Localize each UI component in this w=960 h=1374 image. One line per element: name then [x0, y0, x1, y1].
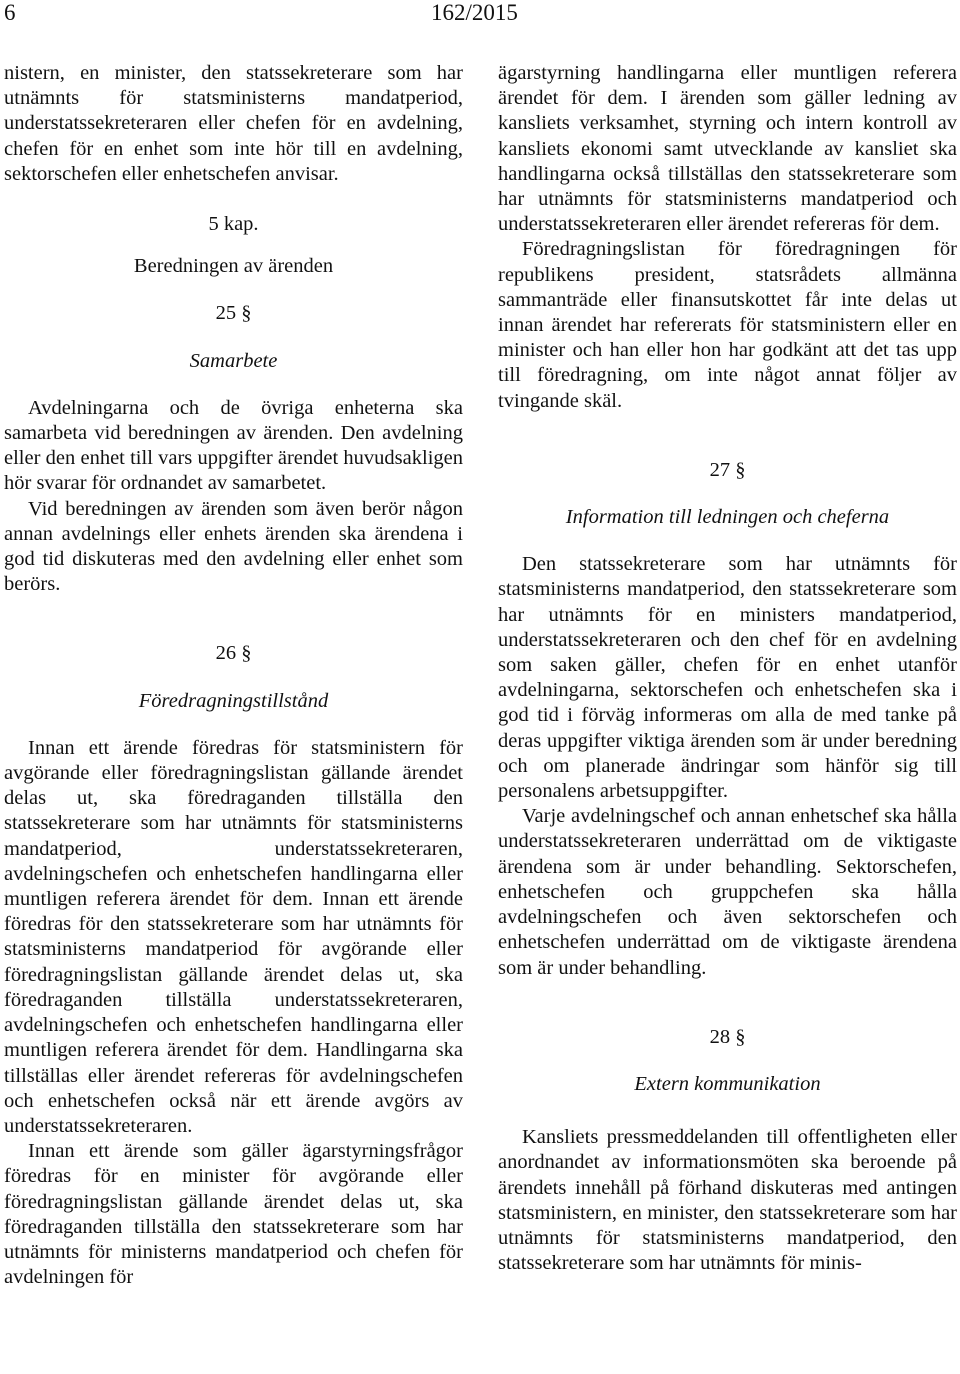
section-title-26: Föredragningstillstånd [138, 689, 329, 712]
section-25-paragraph-1: Avdelningarna och de övriga enheterna ska samarbeta vid beredningen av ärenden. Den avdelning eller den enhet till vars uppgifter ärendet huvudsakligen hör svarar för ordnandet av samarbetet. [4, 396, 463, 495]
section-27-paragraph-1: Den statssekreterare som har utnämnts för statsministerns mandatperiod, den statssekreterare som har utnämnts för en ministers mandatperiod, understatssekreteraren och den chef för en avdelning som saken gäller, chefen för en enhet utanför avdelningarna, sektorschefen och enhetschefen ska i god tid i förväg informeras om alla de med tanke på deras uppgifter viktiga ärenden som är under beredning och om planerade ändringar som hänför sig till personalens arbetsuppgifter. [498, 553, 957, 803]
section-25-paragraph-2: Vid beredningen av ärenden som även berör någon annan avdelnings eller enhets ärenden ska ärendena i god tid diskuteras med den avdelning eller enhet som berörs. [4, 497, 463, 596]
section-28-paragraph-1: Kansliets pressmeddelanden till offentligheten eller anordnandet av informationsmöten ska beroende på ärendets innehåll på förhand diskuteras med antingen statsministern, en minister, den statssekreterare som har utnämnts för statsministerns mandatperiod, den statssekreterare som har utnämnts för minis- [498, 1126, 957, 1275]
paragraph-right-2: Föredragningslistan för föredragningen för republikens president, statsrådets allmänna sammanträde eller finansutskottet får inte delas ut innan ärendet har refererats för statsministern eller en minister och han eller hon har godkänt att det tas upp till föredragning, om inte något annat följer av tvingande skäl. [498, 238, 957, 412]
left-column [4, 61, 463, 1290]
right-column [498, 61, 957, 1276]
section-number-25: 25 § [215, 302, 252, 325]
section-26-paragraph-1: Innan ett ärende föredras för statsministern för avgörande eller föredragningslistan gällande ärendet delas ut, ska föredraganden tillställa den statssekreterare som har utnämnts för statsministerns mandatperiod, understatssekreteraren, avdelningschefen och enhetschefen handlingarna eller muntligen referera ärendet för dem. Innan ett ärende föredras för den statssekreterare som har utnämnts för statsministerns mandatperiod för avgörande eller föredragningslistan gällande ärendet delas ut, ska föredraganden tillställa understatssekreteraren, avdelningschefen och enhetschefen handlingarna eller muntligen referera ärendet för dem. Handlingarna ska tillställas eller ärendet refereras för avdelningschefen och enhetschefen också när ett ärende avgörs av understatssekreteraren. [4, 736, 463, 1137]
paragraph-continued: nistern, en minister, den statssekreterare som har utnämnts för statsministerns mandatperiod, understatssekreteraren eller chefen för en avdelning, chefen för en enhet som inte hör till en avdelning, sektorschefen eller enhetschefen anvisar. [4, 62, 463, 185]
chapter-heading: 5 kap. [208, 213, 259, 236]
section-title-27: Information till ledningen och cheferna [565, 506, 890, 529]
document-number: 162/2015 [431, 0, 518, 25]
paragraph-continued-right: ägarstyrning handlingarna eller muntligen referera ärendet för dem. I ärenden som gäller ledning av kansliets verksamhet, styrning och intern kontroll av kansliets ekonomi samt utvecklande av kansliet ska handlingarna också tillställas den statssekreterare som har utnämnts för statsministerns mandatperiod och understatssekreteraren eller ärendet refereras för dem. [498, 62, 957, 236]
chapter-title: Beredningen av ärenden [133, 255, 334, 278]
section-number-26: 26 § [215, 642, 252, 665]
section-27-paragraph-2: Varje avdelningschef och annan enhetschef ska hålla understatssekreteraren underrättad om de viktigaste ärendena som är under behandling. Sektorschefen, enhetschefen och gruppchefen ska hålla avdelningschefen och även sektorschefen och enhetschefen underrättad om de viktigaste ärendena som är under behandling. [498, 805, 957, 979]
section-number-27: 27 § [709, 458, 746, 481]
section-title-25: Samarbete [189, 349, 278, 372]
section-26-paragraph-2: Innan ett ärende som gäller ägarstyrningsfrågor föredras för en minister för avgörande eller föredragningslistan gällande ärendet delas ut, ska föredraganden tillställa den statssekreterare som har utnämnts för ministerns mandatperiod och chefen för avdelningen för [4, 1140, 463, 1289]
section-title-28: Extern kommunikation [634, 1072, 821, 1095]
page-number: 6 [4, 0, 16, 25]
section-number-28: 28 § [709, 1025, 746, 1048]
page-header [0, 0, 960, 34]
